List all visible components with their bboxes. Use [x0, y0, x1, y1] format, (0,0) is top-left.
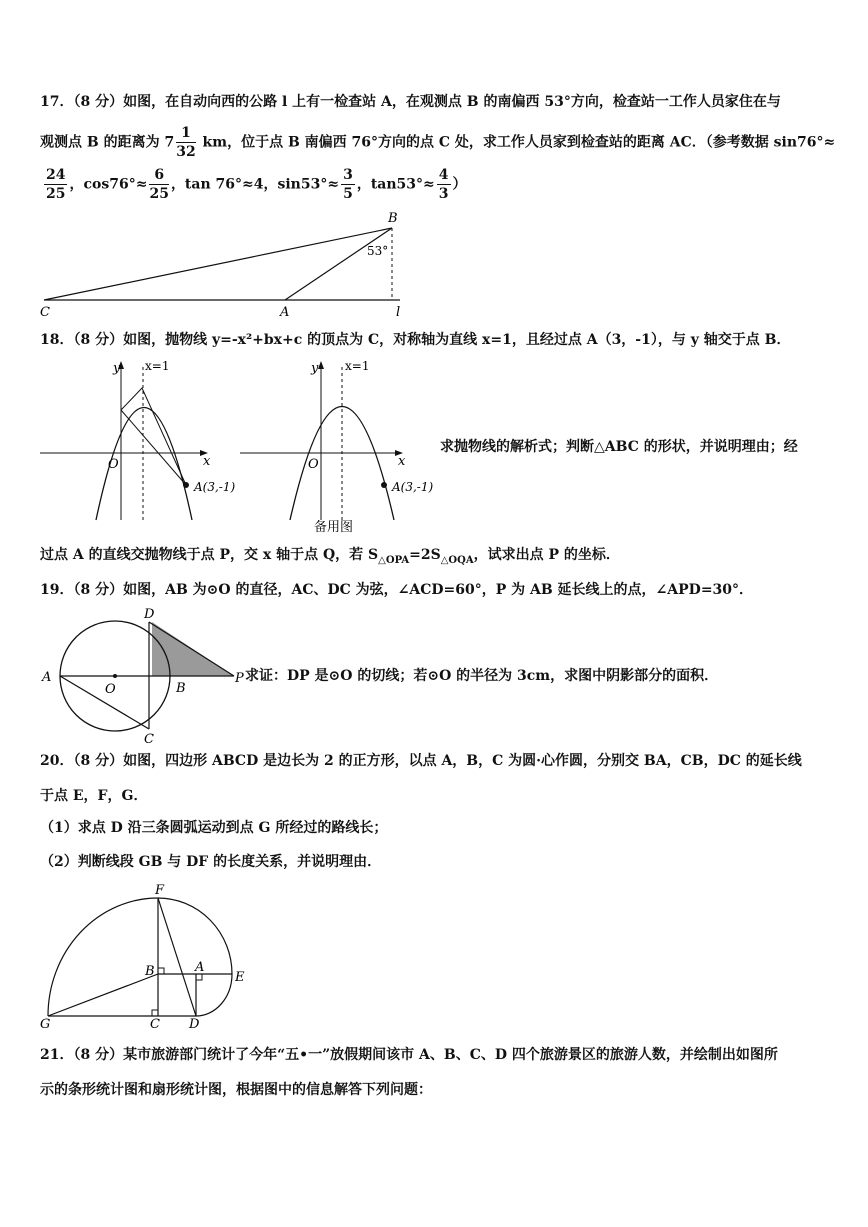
q17-frac-sin76	[44, 166, 67, 203]
q17-line2-pre: 观测点 B 的距离为 7	[40, 134, 175, 151]
q17-line3	[42, 166, 467, 203]
q18-figure-backup	[238, 355, 443, 535]
q17-frac-cos76	[149, 166, 168, 203]
q17-frac-tan53	[437, 166, 451, 203]
q19-side-text: 求证：DP 是⊙O 的切线；若⊙O 的半径为 3cm，求图中阴影部分的面积．	[245, 668, 719, 684]
q19-figure	[38, 605, 248, 745]
q17-f4-num: 4	[438, 167, 449, 183]
q18-label-x: x	[203, 454, 211, 469]
q17-mixed-fraction	[176, 124, 195, 161]
q19-label-B: B	[176, 681, 186, 696]
q20-label-D: D	[189, 1017, 200, 1032]
q17-label-angle: 53°	[367, 244, 389, 258]
q17-close: ）	[452, 176, 467, 193]
q18-label-axis: x=1	[145, 359, 170, 373]
q20-label-C: C	[150, 1017, 160, 1032]
q18-caption: 备用图	[314, 520, 354, 535]
q18b-label-O: O	[308, 457, 319, 472]
q19-line1: 19．（8 分）如图，AB 为⊙O 的直径，AC、DC 为弦，∠ACD=60°，P 为 AB 延长线上的点，∠APD=30°．	[40, 582, 754, 598]
q18-line3-mid: =2S	[409, 547, 441, 563]
q18-side-text: 求抛物线的解析式；判断△ABC 的形状，并说明理由；经	[440, 439, 798, 455]
q18-sub2: △OQA	[440, 554, 474, 566]
q17-figure	[30, 205, 420, 320]
q17-f4-den: 3	[438, 186, 449, 202]
q17-tan53-label: ，tan53°≈	[356, 176, 435, 193]
q18-figure-main	[38, 355, 248, 525]
q20-label-B: B	[145, 964, 155, 979]
q20-label-F: F	[155, 883, 165, 898]
q18-line1: 18．（8 分）如图，抛物线 y=-x²+bx+c 的顶点为 C，对称轴为直线 x=1，且经过点 A（3，-1），与 y 轴交于点 B．	[40, 332, 791, 348]
q17-label-B: B	[388, 211, 398, 226]
q18b-label-y: y	[311, 361, 319, 376]
q18b-label-A: A(3,-1)	[392, 480, 434, 494]
q17-label-A: A	[280, 305, 290, 320]
q17-line2	[40, 124, 835, 161]
q21-line2: 示的条形统计图和扇形统计图，根据图中的信息解答下列问题：	[40, 1082, 432, 1098]
q20-figure	[38, 880, 258, 1032]
q17-mixed-num: 1	[176, 124, 195, 143]
q20-label-G: G	[40, 1017, 51, 1032]
q19-label-P: P	[235, 671, 244, 686]
q17-f2-den: 25	[149, 186, 169, 202]
q18-label-A: A(3,-1)	[194, 480, 236, 494]
q17-f1-num: 24	[46, 167, 66, 183]
q20-part1: （1）求点 D 沿三条圆弧运动到点 G 所经过的路线长；	[40, 820, 388, 836]
q21-line1: 21．（8 分）某市旅游部门统计了今年“五•一”放假期间该市 A、B、C、D 四个旅游景区的旅游人数，并绘制出如图所	[40, 1047, 778, 1063]
q20-line2: 于点 E，F，G．	[40, 788, 148, 804]
q17-f2-num: 6	[149, 166, 168, 185]
q19-label-O: O	[105, 682, 116, 697]
q19-label-A: A	[42, 670, 52, 685]
q17-tan-label: ，tan 76°≈4，sin53°≈	[170, 176, 340, 193]
q17-cos-label: ，cos76°≈	[69, 176, 148, 193]
q18-line3	[40, 545, 620, 571]
q18-sub1: △OPA	[378, 554, 410, 566]
q18-label-y: y	[113, 361, 121, 376]
q20-label-A: A	[195, 960, 205, 975]
q19-label-D: D	[144, 607, 155, 622]
q17-label-l: l	[396, 305, 401, 320]
q17-f3-num: 3	[343, 167, 353, 183]
q17-f1-den: 25	[46, 186, 66, 202]
q18-label-O: O	[108, 457, 119, 472]
q17-frac-sin53	[341, 166, 355, 203]
q20-part2: （2）判断线段 GB 与 DF 的长度关系，并说明理由．	[40, 854, 382, 870]
q17-line1: 17．（8 分）如图，在自动向西的公路 l 上有一检查站 A，在观测点 B 的南偏西 53°方向，检查站一工作人员家住在与	[40, 94, 781, 110]
q20-label-E: E	[235, 970, 245, 985]
q17-line2-post: km，位于点 B 南偏西 76°方向的点 C 处，求工作人员家到检查站的距离 AC．（参考数据 sin76°≈	[197, 134, 836, 151]
q18-line3-post: ，试求出点 P 的坐标．	[473, 547, 620, 563]
q20-line1: 20．（8 分）如图，四边形 ABCD 是边长为 2 的正方形，以点 A，B，C 为圆·心作圆，分别交 BA，CB，DC 的延长线	[40, 753, 802, 769]
q18b-label-x: x	[398, 454, 406, 469]
q17-mixed-den: 32	[176, 144, 196, 160]
q18b-label-axis: x=1	[345, 359, 370, 373]
q17-label-C: C	[40, 305, 50, 320]
q17-f3-den: 5	[343, 186, 353, 202]
q18-line3-pre: 过点 A 的直线交抛物线于点 P，交 x 轴于点 Q，若 S	[40, 547, 379, 563]
q19-label-C: C	[144, 732, 154, 745]
